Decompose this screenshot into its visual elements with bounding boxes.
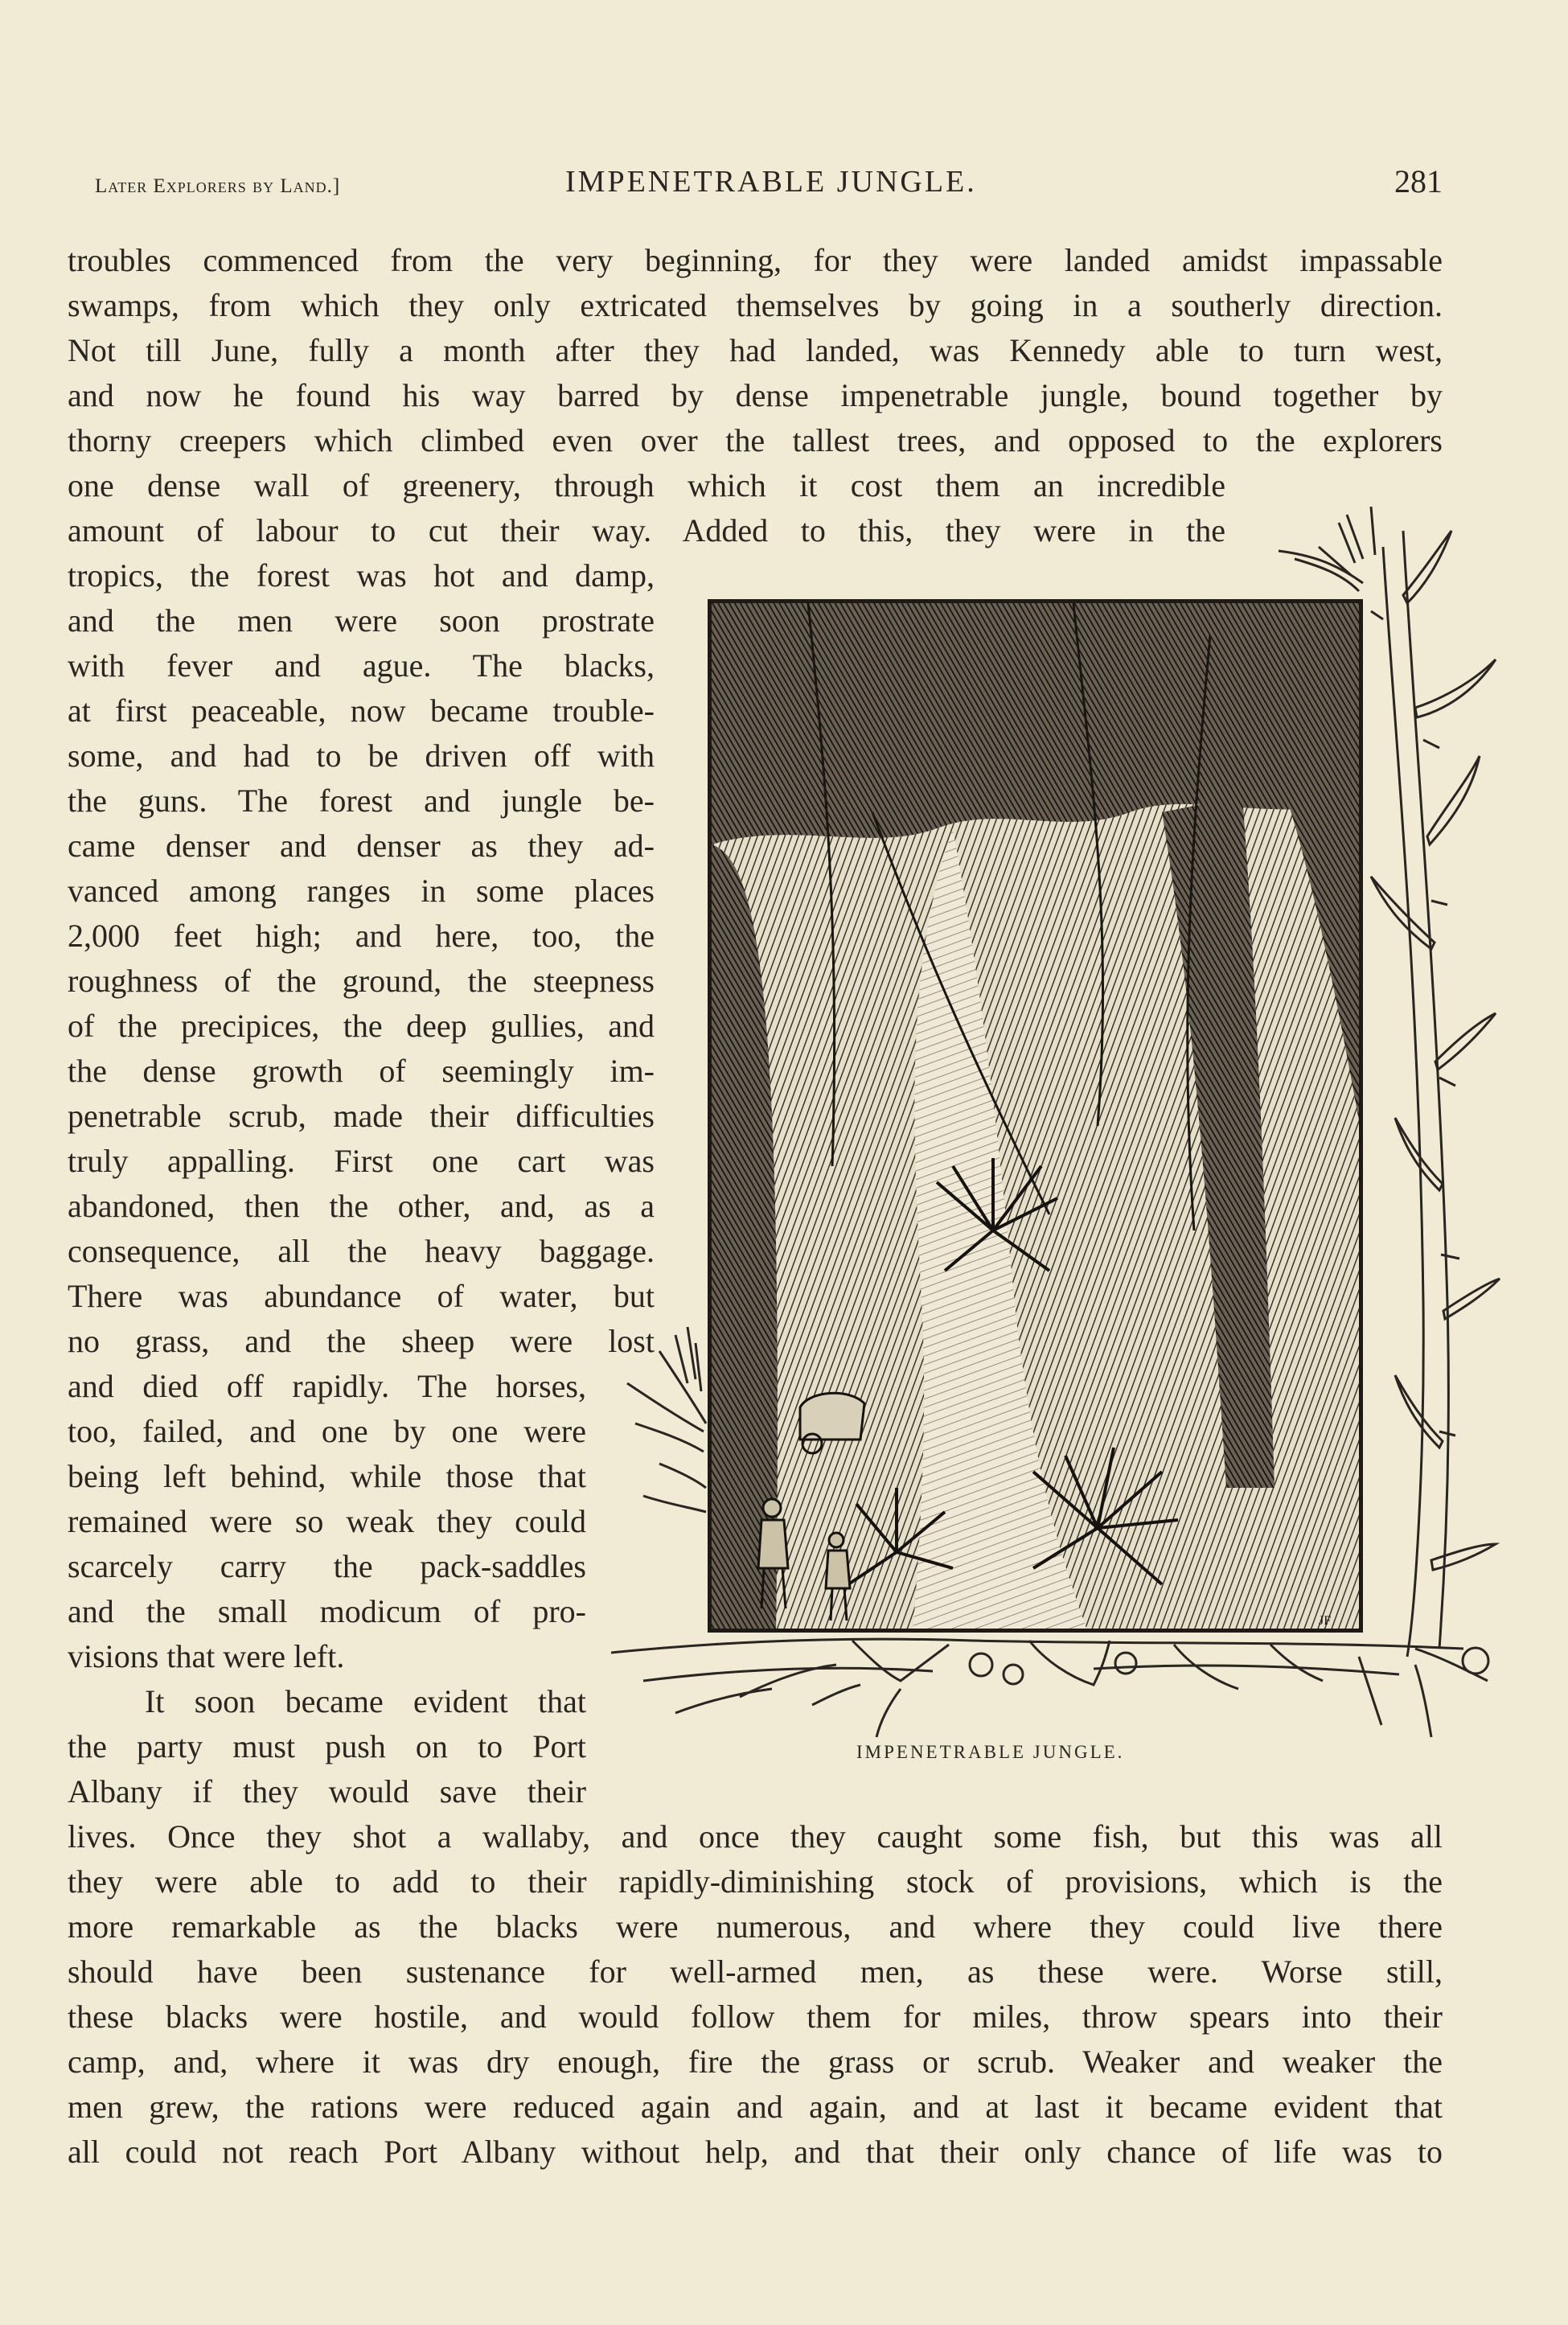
- text-line: should have been sustenance for well-armed men, as these were. Worse still,: [68, 1953, 1443, 1990]
- text-line: too, failed, and one by one were: [68, 1413, 586, 1449]
- text-line: consequence, all the heavy baggage.: [68, 1233, 655, 1269]
- text-line: vanced among ranges in some places: [68, 873, 655, 909]
- text-line: troubles commenced from the very beginning, for they were landed amidst impassable: [68, 242, 1443, 278]
- text-line: and now he found his way barred by dense impenetrable jungle, bound together by: [68, 377, 1443, 413]
- text-line: no grass, and the sheep were lost: [68, 1323, 655, 1359]
- text-line: men grew, the rations were reduced again and again, and at last it became evident that: [68, 2089, 1443, 2125]
- text-line: they were able to add to their rapidly-diminishing stock of provisions, which is the: [68, 1863, 1443, 1900]
- text-line: roughness of the ground, the steepness: [68, 963, 655, 999]
- running-head-section: Later Explorers by Land.]: [95, 175, 341, 197]
- running-head: [95, 161, 1443, 209]
- page-number: 281: [1394, 163, 1443, 199]
- jungle-illustration: [611, 499, 1504, 1785]
- text-line: some, and had to be driven off with: [68, 737, 655, 774]
- text-line: swamps, from which they only extricated themselves by going in a southerly direction.: [68, 287, 1443, 323]
- figure-caption: IMPENETRABLE JUNGLE.: [856, 1742, 1125, 1762]
- text-line: 2,000 feet high; and here, too, the: [68, 918, 655, 954]
- text-line: remained were so weak they could: [68, 1503, 586, 1539]
- text-line: Albany if they would save their: [68, 1773, 586, 1809]
- text-line: these blacks were hostile, and would follow them for miles, throw spears into their: [68, 1998, 1443, 2035]
- text-line: thorny creepers which climbed even over the tallest trees, and opposed to the explorers: [68, 422, 1443, 458]
- text-line: the dense growth of seemingly im-: [68, 1053, 655, 1089]
- text-line: truly appalling. First one cart was: [68, 1143, 655, 1179]
- text-line: visions that were left.: [68, 1638, 345, 1674]
- text-line: more remarkable as the blacks were numerous, and where they could live there: [68, 1908, 1443, 1945]
- text-line: one dense wall of greenery, through which it cost them an incredible: [68, 467, 1225, 503]
- text-line: camp, and, where it was dry enough, fire the grass or scrub. Weaker and weaker the: [68, 2044, 1443, 2080]
- plate-signature: JF: [1319, 1614, 1332, 1628]
- text-line: tropics, the forest was hot and damp,: [68, 557, 655, 594]
- text-line: the guns. The forest and jungle be-: [68, 783, 655, 819]
- text-line: Not till June, fully a month after they had landed, was Kennedy able to turn west,: [68, 332, 1443, 368]
- text-line: abandoned, then the other, and, as a: [68, 1188, 655, 1224]
- text-line: came denser and denser as they ad-: [68, 828, 655, 864]
- text-line: of the precipices, the deep gullies, and: [68, 1008, 655, 1044]
- text-line: being left behind, while those that: [68, 1458, 586, 1494]
- text-line: and the small modicum of pro-: [68, 1593, 586, 1629]
- text-line: amount of labour to cut their way. Added to this, they were in the: [68, 512, 1225, 548]
- engraved-plate: [708, 599, 1363, 1633]
- text-line: and the men were soon prostrate: [68, 602, 655, 639]
- jungle-engraving: [712, 603, 1363, 1633]
- text-line: the party must push on to Port: [68, 1728, 586, 1764]
- text-line: It soon became evident that: [145, 1683, 586, 1719]
- text-line: lives. Once they shot a wallaby, and once they caught some fish, but this was all: [68, 1818, 1443, 1855]
- text-line: and died off rapidly. The horses,: [68, 1368, 586, 1404]
- running-head-title: IMPENETRABLE JUNGLE.: [565, 165, 977, 199]
- text-line: There was abundance of water, but: [68, 1278, 655, 1314]
- text-line: with fever and ague. The blacks,: [68, 647, 655, 684]
- text-line: all could not reach Port Albany without help, and that their only chance of life was to: [68, 2134, 1443, 2170]
- text-line: at first peaceable, now became trouble-: [68, 692, 655, 729]
- text-line: scarcely carry the pack-saddles: [68, 1548, 586, 1584]
- text-line: penetrable scrub, made their difficulties: [68, 1098, 655, 1134]
